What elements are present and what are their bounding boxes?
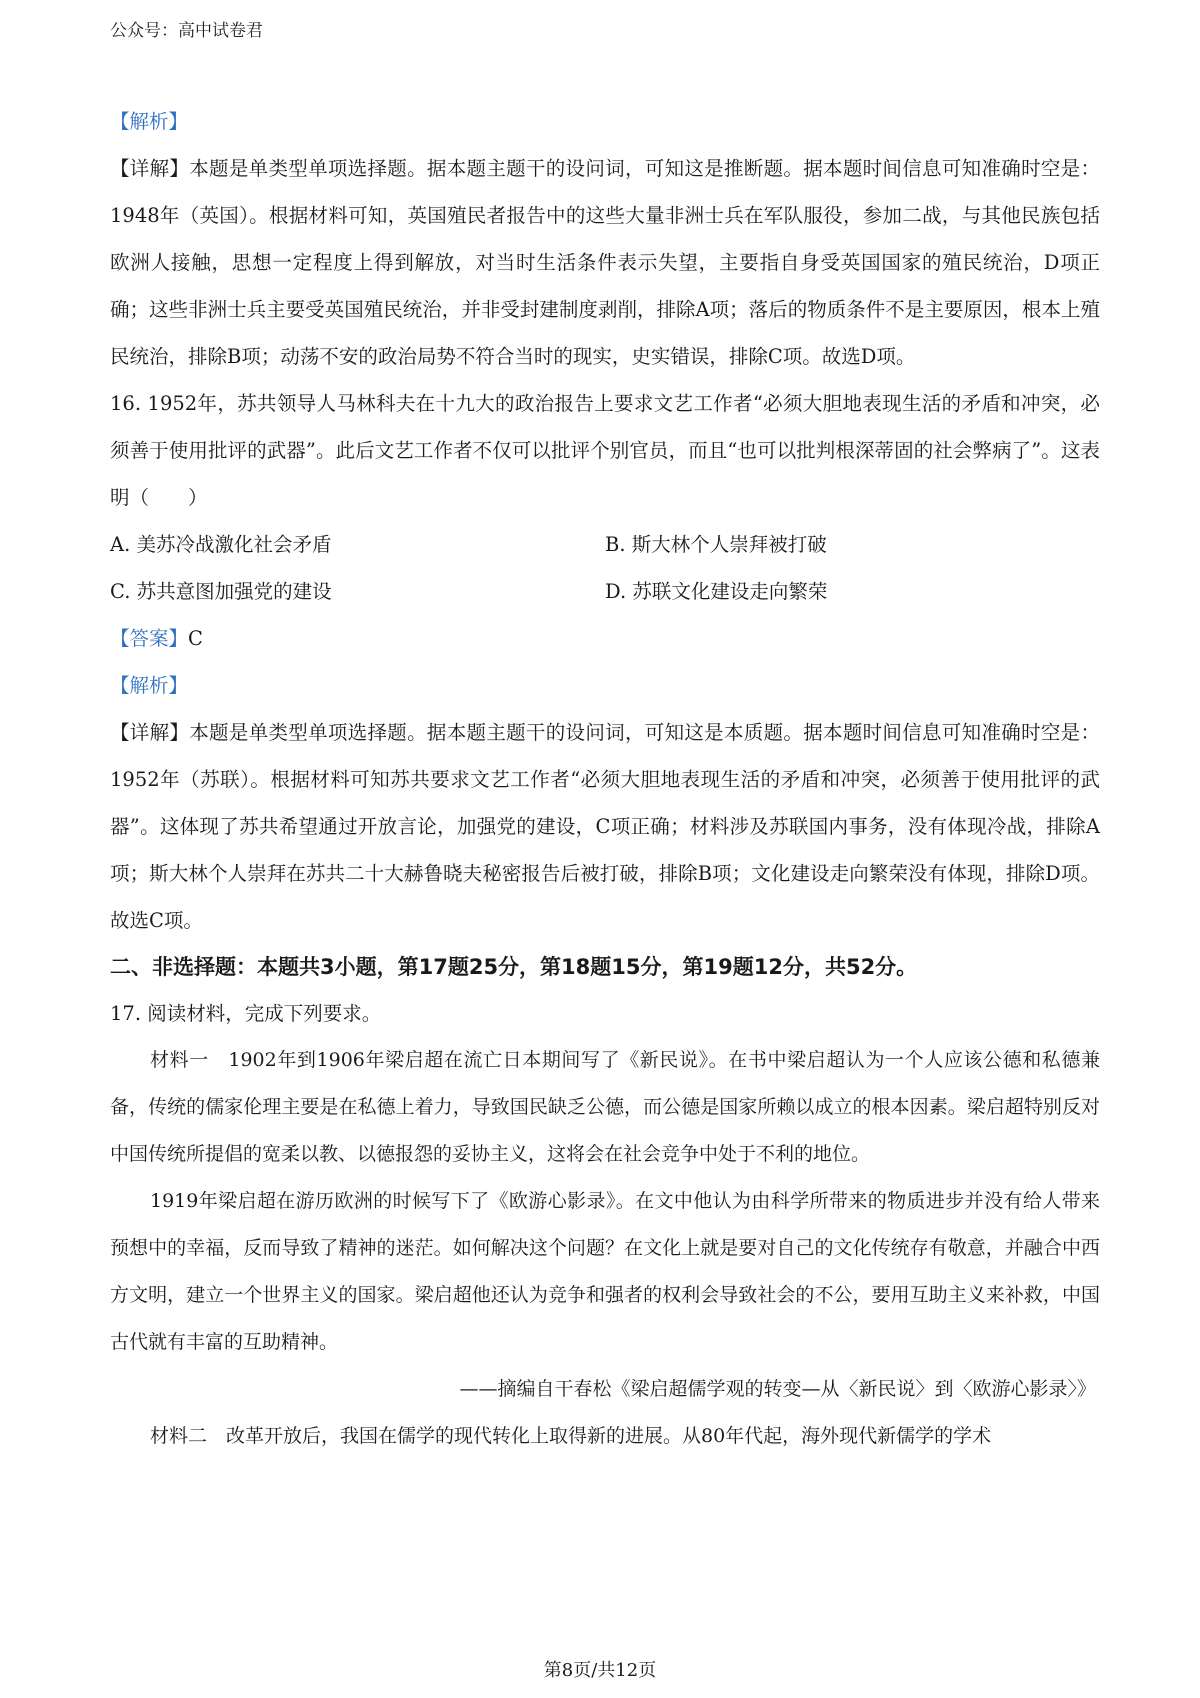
option-a: A. 美苏冷战激化社会矛盾 xyxy=(110,533,332,556)
q16-detail-text: 本题是单类型单项选择题。据本题主题干的设问词，可知这是本质题。据本题时间信息可知准确时空是：1952年（苏联）。根据材料可知苏共要求文艺工作者“必须大胆地表现生活的矛盾和冲突，必须善于使用批评的武器”。这体现了苏共希望通过开放言论，加强党的建设，C项正确；材料涉及苏联国内事务，没有体现冷战，排除A项；斯大林个人崇拜在苏共二十大赫鲁晓夫秘密报告后被打破，排除B项；文化建设走向繁荣没有体现，排除D项。故选C项。 xyxy=(110,721,1100,932)
q17-stem: 17. 阅读材料，完成下列要求。 xyxy=(110,1002,382,1025)
page-header: 公众号：高中试卷君 xyxy=(110,21,263,41)
q16-options xyxy=(110,521,1100,615)
q15-detail xyxy=(110,145,1100,380)
q17-material2-p1: 材料二 改革开放后，我国在儒学的现代转化上取得新的进展。从80年代起，海外现代新儒学的学术 xyxy=(150,1425,992,1447)
q16-detail xyxy=(110,709,1100,944)
q15-detail-text: 本题是单类型单项选择题。据本题主题干的设问词，可知这是推断题。据本题时间信息可知准确时空是：1948年（英国）。根据材料可知，英国殖民者报告中的这些大量非洲士兵在军队服役，参加二战，与其他民族包括欧洲人接触，思想一定程度上得到解放，对当时生活条件表示失望，主要指自身受英国国家的殖民统治，D项正确；这些非洲士兵主要受英国殖民统治，并非受封建制度剥削，排除A项；落后的物质条件不是主要原因，根本上殖民统治，排除B项；动荡不安的政治局势不符合当时的现实，史实错误，排除C项。故选D项。 xyxy=(110,157,1100,368)
option-b: B. 斯大林个人崇拜被打破 xyxy=(605,533,827,556)
q16-answer-tag: 【答案】 xyxy=(110,627,189,650)
section-title: 二、非选择题：本题共3小题，第17题25分，第18题15分，第19题12分，共52分。 xyxy=(110,955,918,979)
page-content xyxy=(110,98,1100,1460)
q16-stem: 16. 1952年，苏共领导人马林科夫在十九大的政治报告上要求文艺工作者“必须大胆地表现生活的矛盾和冲突，必须善于使用批评的武器”。此后文艺工作者不仅可以批评个别官员，而且“也可以批判根深蒂固的社会弊病了”。这表明（ ） xyxy=(110,392,1100,509)
q16-answer xyxy=(110,615,1100,662)
q17-material1-source: ——摘编自干春松《梁启超儒学观的转变—从〈新民说〉到〈欧游心影录〉》 xyxy=(459,1378,1096,1400)
q16-answer-value: C xyxy=(188,627,203,650)
q17-material1-p1: 材料一 1902年到1906年梁启超在流亡日本期间写了《新民说》。在书中梁启超认为一个人应该公德和私德兼备，传统的儒家伦理主要是在私德上着力，导致国民缺乏公德，而公德是国家所赖以成立的根本因素。梁启超特别反对中国传统所提倡的宽柔以教、以德报怨的妥协主义，这将会在社会竞争中处于不利的地位。 xyxy=(110,1049,1100,1165)
option-d: D. 苏联文化建设走向繁荣 xyxy=(605,580,828,603)
option-c: C. 苏共意图加强党的建设 xyxy=(110,580,332,603)
page-footer: 第8页/共12页 xyxy=(543,1660,657,1681)
q15-detail-tag: 【详解】 xyxy=(110,157,190,180)
q15-analysis-tag: 【解析】 xyxy=(110,110,189,133)
q17-material1-p2: 1919年梁启超在游历欧洲的时候写下了《欧游心影录》。在文中他认为由科学所带来的物质进步并没有给人带来预想中的幸福，反而导致了精神的迷茫。如何解决这个问题？在文化上就是要对自己的文化传统存有敬意，并融合中西方文明，建立一个世界主义的国家。梁启超他还认为竞争和强者的权利会导致社会的不公，要用互助主义来补救，中国古代就有丰富的互助精神。 xyxy=(110,1190,1100,1353)
q16-analysis-tag: 【解析】 xyxy=(110,674,189,697)
q16-detail-tag: 【详解】 xyxy=(110,721,190,744)
